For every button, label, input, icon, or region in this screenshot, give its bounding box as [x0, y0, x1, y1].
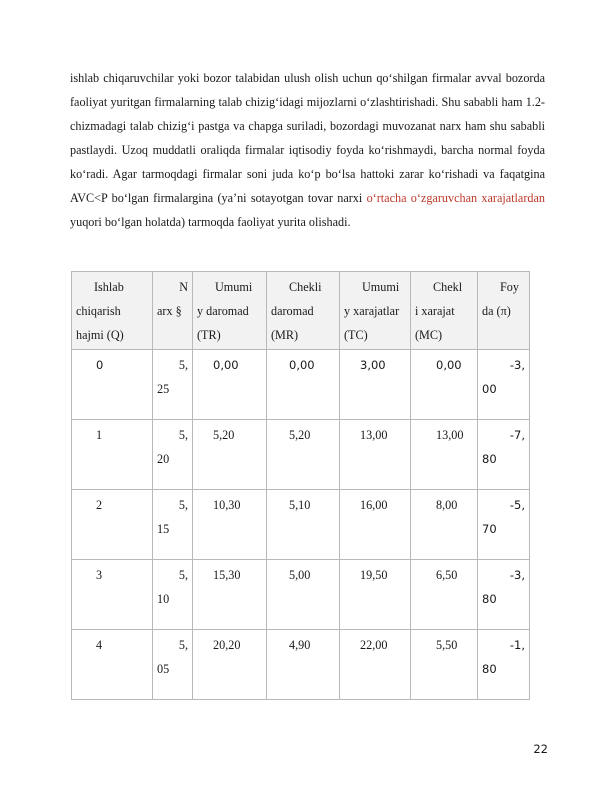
highlighted-term: o‘rtacha o‘zgaruvchan xarajatlardan — [366, 191, 545, 205]
cell-mr: 5,10 — [267, 490, 340, 560]
cell-tr: 0,00 — [193, 350, 267, 420]
cell-quantity: 0 — [72, 350, 153, 420]
page-number: 22 — [533, 742, 548, 756]
cell-mc: 8,00 — [411, 490, 478, 560]
cell-profit: -7, 80 — [478, 420, 530, 490]
cell-mr: 5,00 — [267, 560, 340, 630]
cell-tc: 3,00 — [340, 350, 411, 420]
cost-revenue-table — [71, 271, 530, 700]
cell-mc: 5,50 — [411, 630, 478, 700]
header-quantity: Ishlab chiqarish hajmi (Q) — [72, 272, 153, 350]
body-paragraph — [70, 66, 545, 234]
cell-mr: 5,20 — [267, 420, 340, 490]
table-row — [72, 350, 530, 420]
header-total-revenue: Umumi y daromad (TR) — [193, 272, 267, 350]
cell-quantity: 4 — [72, 630, 153, 700]
cell-price: 5, 15 — [153, 490, 193, 560]
table-row — [72, 490, 530, 560]
table-row — [72, 630, 530, 700]
cell-profit: -1, 80 — [478, 630, 530, 700]
header-marginal-cost: Chekl i xarajat (MC) — [411, 272, 478, 350]
cell-profit: -3, 80 — [478, 560, 530, 630]
table-row — [72, 560, 530, 630]
cell-profit: -5, 70 — [478, 490, 530, 560]
cell-mc: 0,00 — [411, 350, 478, 420]
cell-tc: 16,00 — [340, 490, 411, 560]
cell-profit: -3, 00 — [478, 350, 530, 420]
cell-tr: 5,20 — [193, 420, 267, 490]
cell-quantity: 1 — [72, 420, 153, 490]
paragraph-text-1: ishlab chiqaruvchilar yoki bozor talabidan ulush olish uchun qo‘shilgan firmalar avval bozorda faoliyat yuritgan firmalarning talab chizig‘idagi mijozlarni o‘zlashtirishadi. Shu sababli ham 1.2-chizmadagi talab chizig‘i pastga va chapga suriladi, bozordagi muvozanat narx ham shu sababli pastlaydi. Uzoq muddatli oraliqda firmalar iqtisodiy foyda ko‘rishmaydi, barcha normal foyda ko‘radi. Agar tarmoqdagi firmalar soni juda ko‘p bo‘lsa hattoki zarar ko‘rishadi va faqatgina AVC<P bo‘lgan firmalargina (ya’ni sotayotgan tovar narxi — [70, 71, 545, 205]
cell-tc: 13,00 — [340, 420, 411, 490]
cell-tr: 20,20 — [193, 630, 267, 700]
table-header-row — [72, 272, 530, 350]
cell-mc: 6,50 — [411, 560, 478, 630]
paragraph-text-2: yuqori bo‘lgan holatda) tarmoqda faoliyat yurita olishadi. — [70, 215, 351, 229]
header-price: N arx § — [153, 272, 193, 350]
cell-tc: 22,00 — [340, 630, 411, 700]
cell-price: 5, 25 — [153, 350, 193, 420]
cell-price: 5, 20 — [153, 420, 193, 490]
header-total-cost: Umumi y xarajatlar (TC) — [340, 272, 411, 350]
header-marginal-revenue: Chekli daromad (MR) — [267, 272, 340, 350]
cell-mr: 4,90 — [267, 630, 340, 700]
cell-mr: 0,00 — [267, 350, 340, 420]
cell-tr: 10,30 — [193, 490, 267, 560]
table-row — [72, 420, 530, 490]
cell-tc: 19,50 — [340, 560, 411, 630]
cell-mc: 13,00 — [411, 420, 478, 490]
cell-price: 5, 10 — [153, 560, 193, 630]
header-profit: Foy da (π) — [478, 272, 530, 350]
cell-quantity: 2 — [72, 490, 153, 560]
cell-tr: 15,30 — [193, 560, 267, 630]
cell-quantity: 3 — [72, 560, 153, 630]
cell-price: 5, 05 — [153, 630, 193, 700]
